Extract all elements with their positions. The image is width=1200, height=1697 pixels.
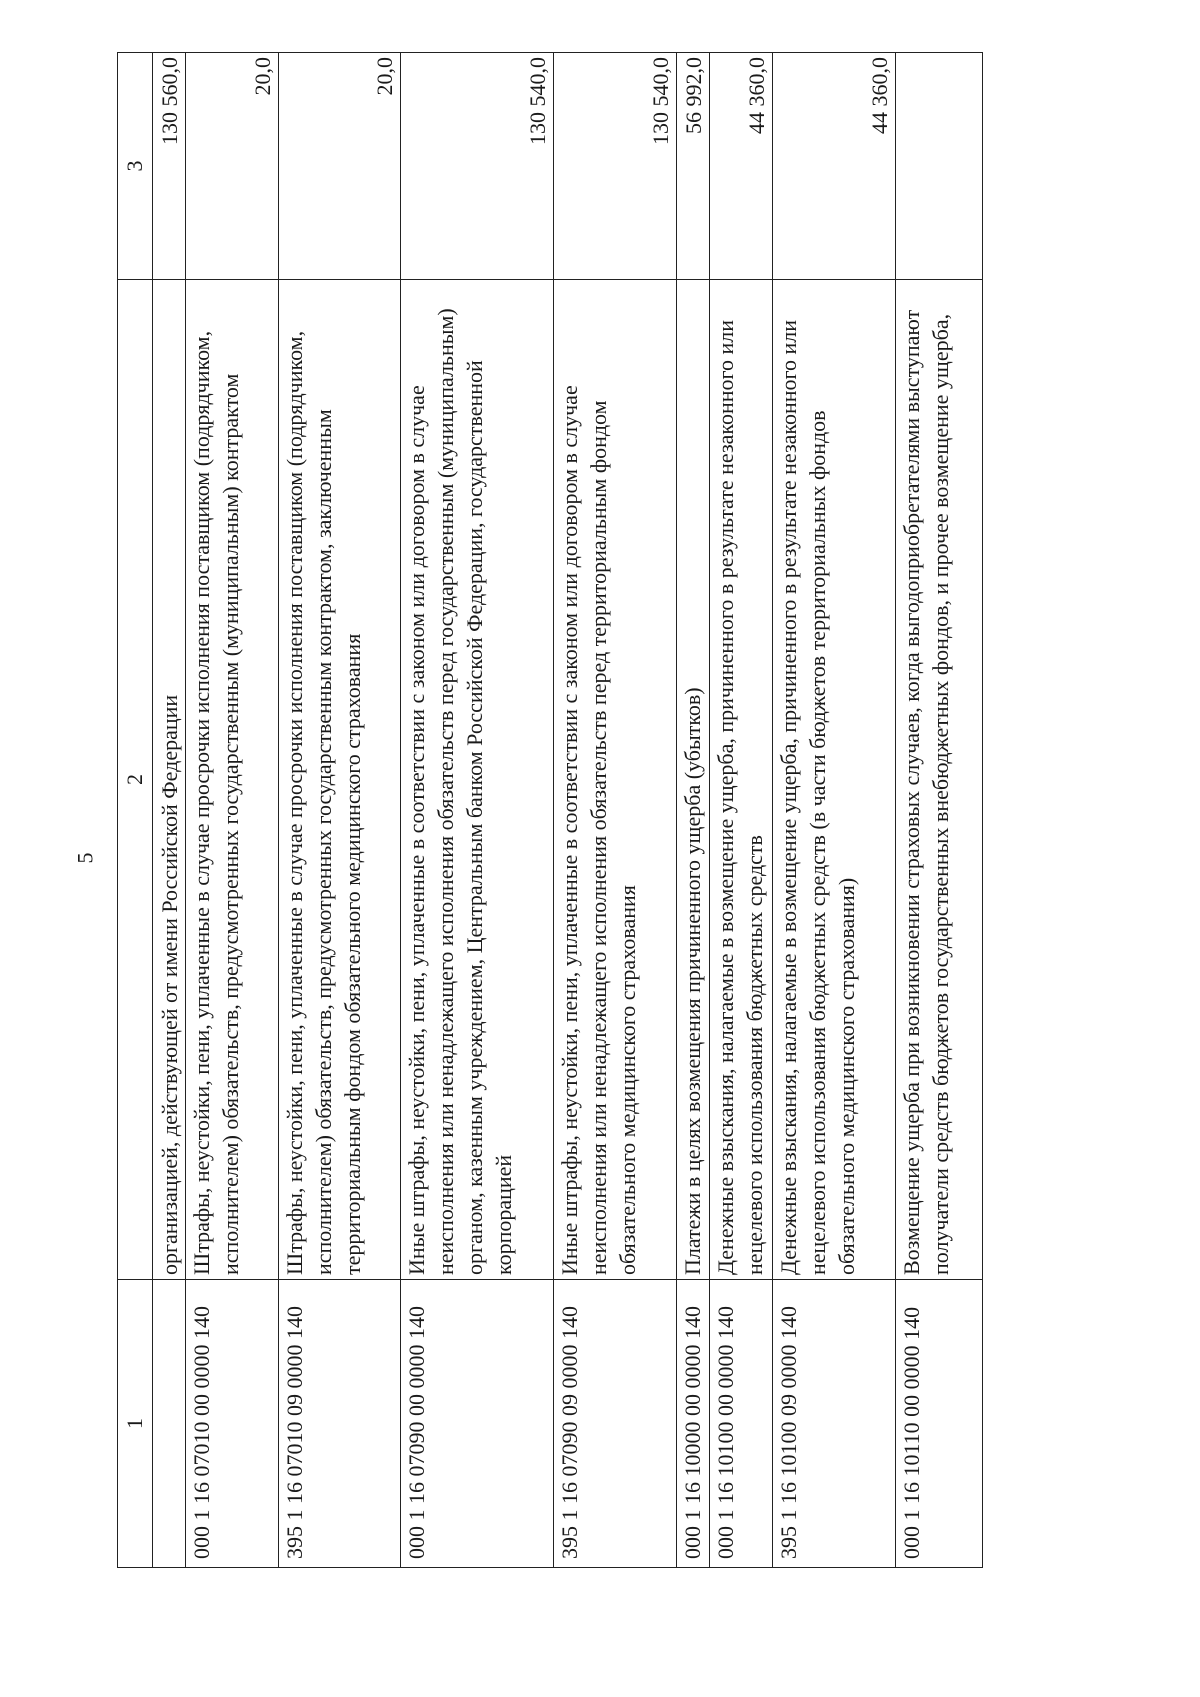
row-amount: 44 360,0 [710,53,773,280]
row-name: Платежи в целях возмещения причиненного ущерба (убытков) [677,280,710,1280]
row-amount: 56 992,0 [677,53,710,280]
column-header-1: 1 [118,1280,153,1568]
budget-revenue-table [117,52,983,1568]
column-header-3: 3 [118,53,153,280]
row-code [153,1280,186,1568]
row-amount: 130 540,0 [554,53,677,280]
row-name: Штрафы, неустойки, пени, уплаченные в случае просрочки исполнения поставщиком (подрядчиком, исполнителем) обязательств, предусмотренных государственным контрактом, заключенным территориальным фондом обязательного медицинского страхования [279,280,401,1280]
rotated-table-container [117,53,1035,1568]
row-name: Иные штрафы, неустойки, пени, уплаченные в соответствии с законом или договором в случае неисполнения или ненадлежащего исполнения обязательств перед территориальным фондом обязательного медицинского страхования [554,280,677,1280]
row-amount: 130 560,0 [153,53,186,280]
row-code: 000 1 16 10100 00 0000 140 [710,1280,773,1568]
row-amount: 44 360,0 [773,53,896,280]
table-row [401,53,554,1568]
row-code: 395 1 16 10100 09 0000 140 [773,1280,896,1568]
row-name: организацией, действующей от имени Российской Федерации [153,280,186,1280]
row-name: Денежные взыскания, налагаемые в возмещение ущерба, причиненного в результате незаконного или нецелевого использования бюджетных средств [710,280,773,1280]
column-header-2: 2 [118,280,153,1280]
row-name: Возмещение ущерба при возникновении страховых случаев, когда выгодоприобретателями выступают получатели средств бюджетов государственных внебюджетных фондов, и прочее возмещение ущерба, [896,280,983,1280]
table-row [710,53,773,1568]
row-name: Штрафы, неустойки, пени, уплаченные в случае просрочки исполнения поставщиком (подрядчиком, исполнителем) обязательств, предусмотренных государственным (муниципальным) контрактом [186,280,279,1280]
row-name: Денежные взыскания, налагаемые в возмещение ущерба, причиненного в результате незаконного или нецелевого использования бюджетных средств (в части бюджетов территориальных фондов обязательного медицинского страхования) [773,280,896,1280]
row-code: 000 1 16 07010 00 0000 140 [186,1280,279,1568]
table-row [773,53,896,1568]
row-code: 000 1 16 10110 00 0000 140 [896,1280,983,1568]
row-amount: 20,0 [279,53,401,280]
row-name: Иные штрафы, неустойки, пени, уплаченные в соответствии с законом или договором в случае неисполнения или ненадлежащего исполнения обязательств перед государственным (муниципальным) органом, казенным учреждением, Центральным банком Российской Федерации, государственной корпорацией [401,280,554,1280]
row-code: 000 1 16 07090 00 0000 140 [401,1280,554,1568]
page-number: 5 [72,852,98,864]
row-amount: 130 540,0 [401,53,554,280]
row-amount [896,53,983,280]
table-row [554,53,677,1568]
table-row [153,53,186,1568]
row-code: 000 1 16 10000 00 0000 140 [677,1280,710,1568]
row-code: 395 1 16 07090 09 0000 140 [554,1280,677,1568]
table-row [279,53,401,1568]
table-row [896,53,983,1568]
row-code: 395 1 16 07010 09 0000 140 [279,1280,401,1568]
table-header-row [118,53,153,1568]
row-amount: 20,0 [186,53,279,280]
table-row [186,53,279,1568]
table-row [677,53,710,1568]
